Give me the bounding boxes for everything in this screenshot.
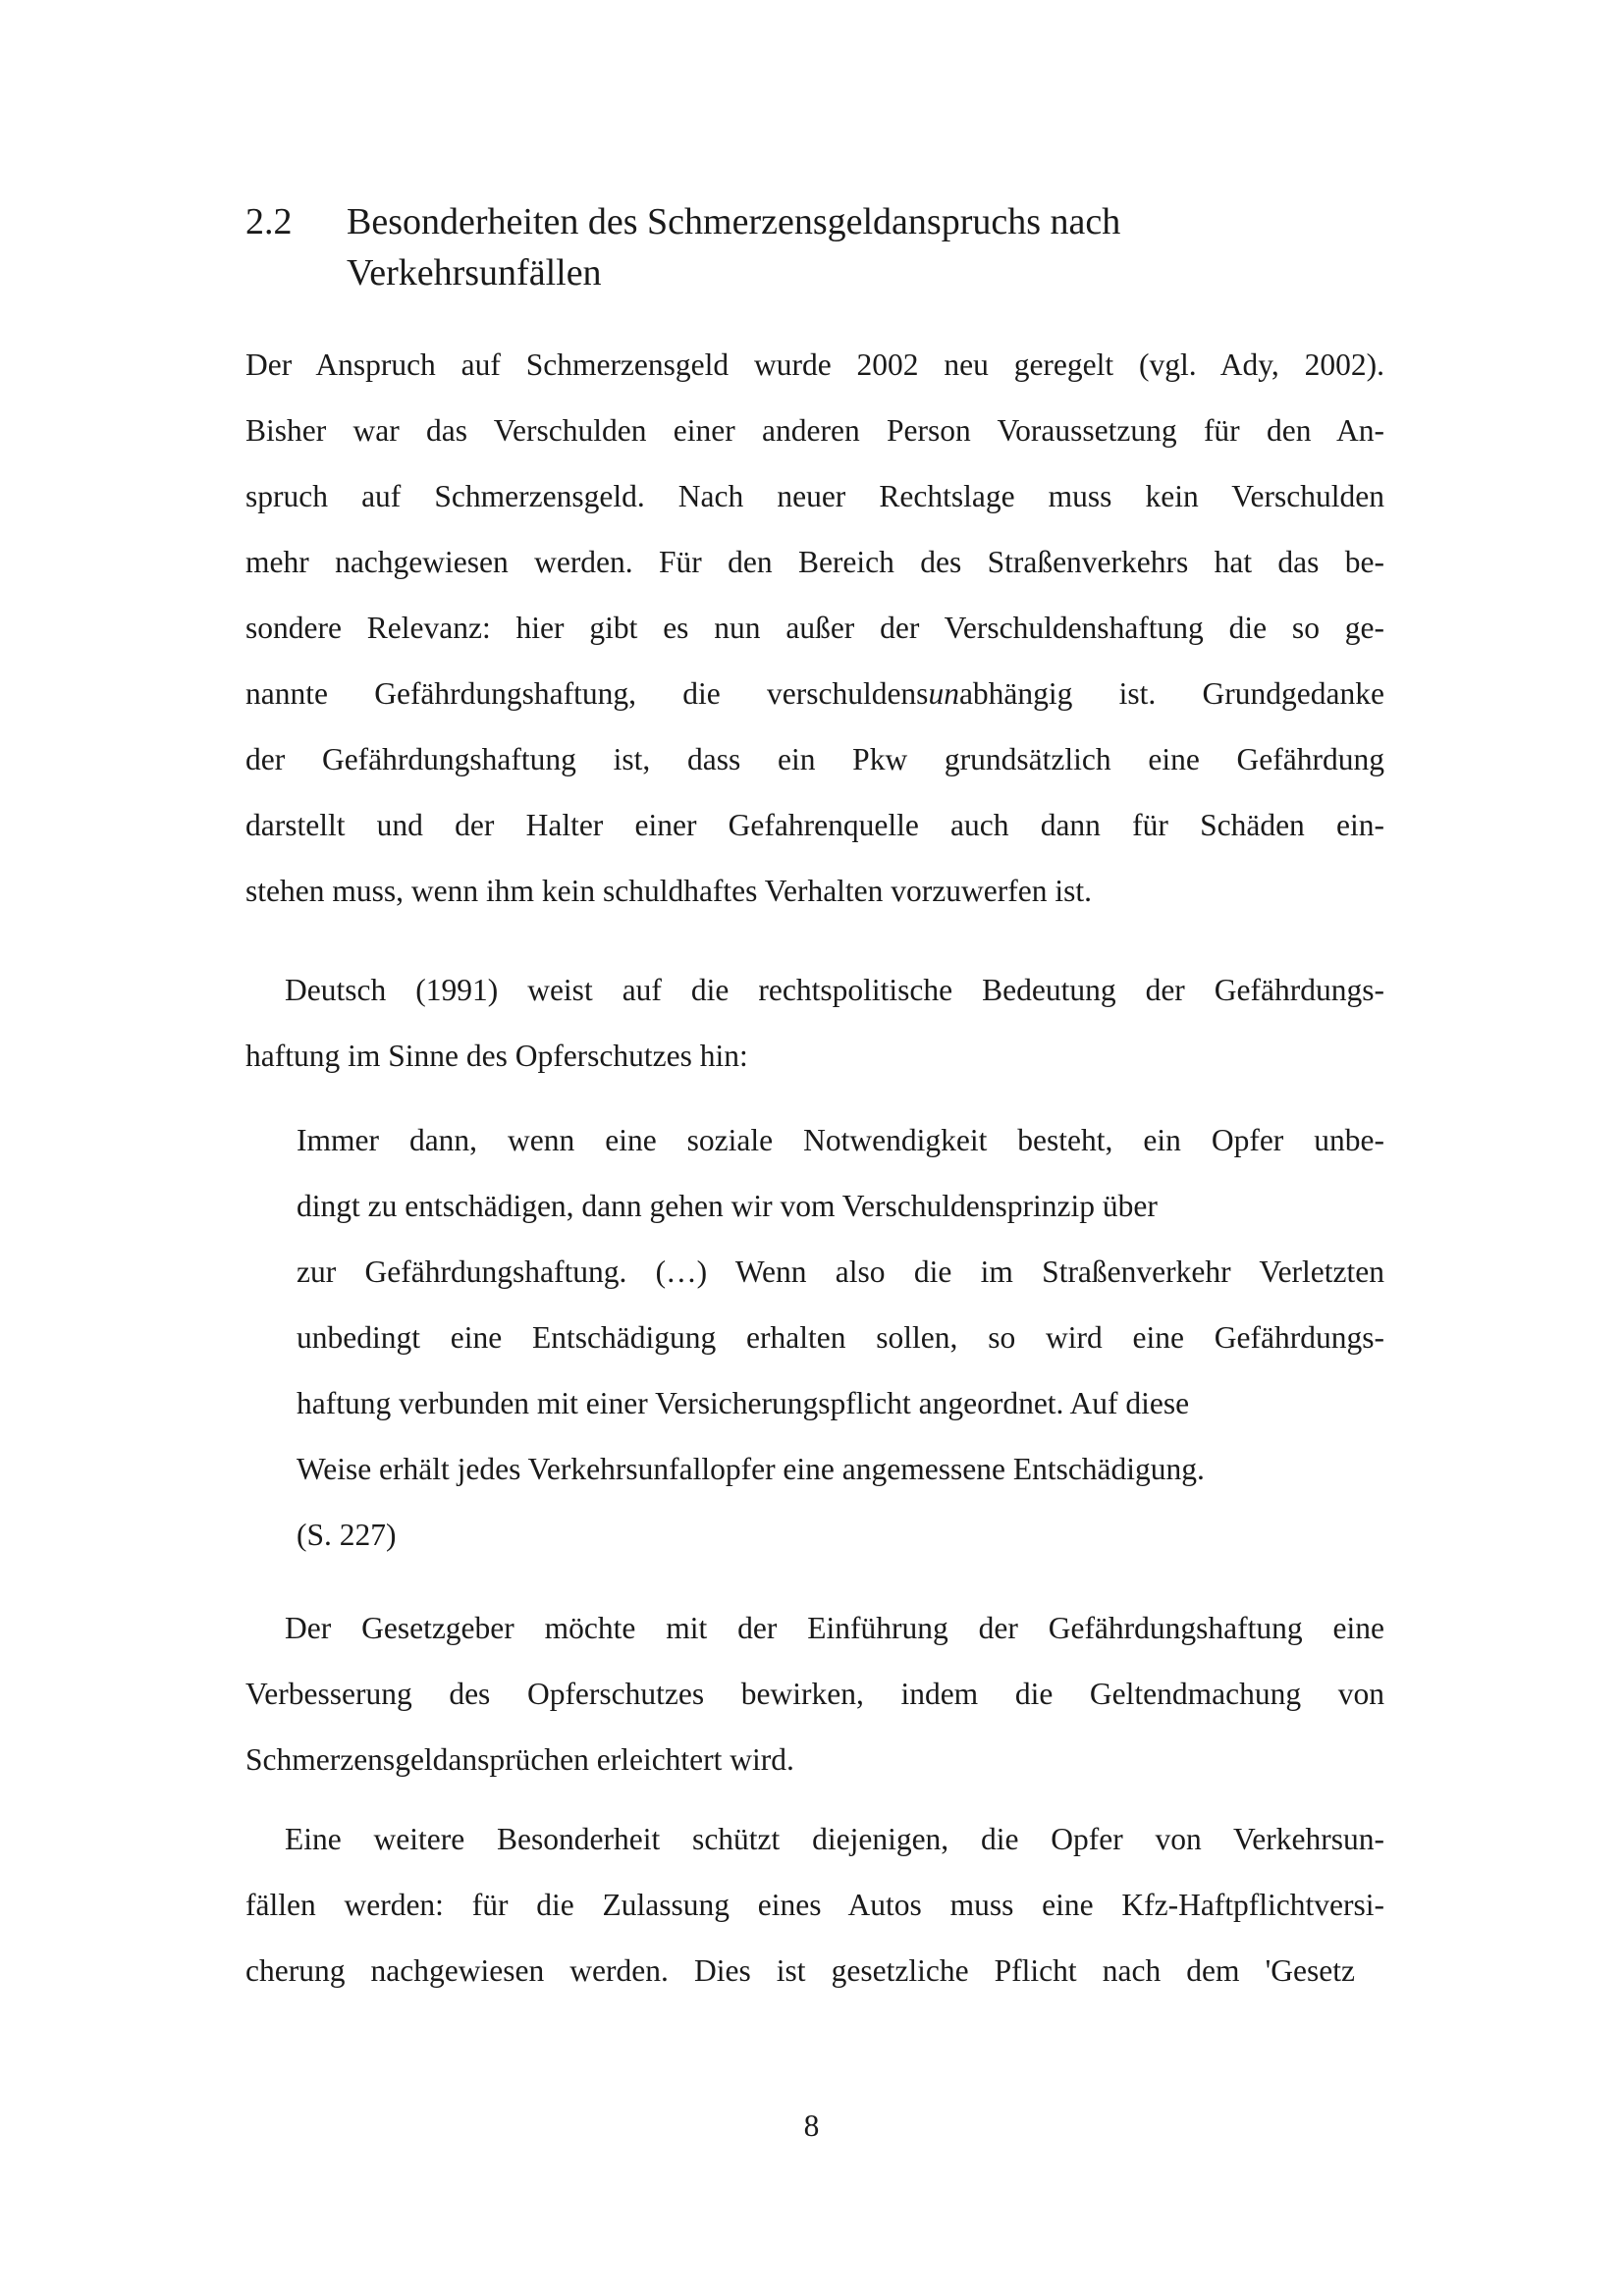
- paragraph-line: spruch auf Schmerzensgeld. Nach neuer Rechtslage muss kein Verschulden: [245, 479, 1384, 513]
- paragraph-line: stehen muss, wenn ihm kein schuldhaftes Verhalten vorzuwerfen ist.: [245, 874, 1092, 908]
- paragraph-2: [245, 957, 1384, 1089]
- paragraph-line: Deutsch (1991) weist auf die rechtspolitische Bedeutung der Gefährdungs-: [285, 973, 1384, 1007]
- quote-line: haftung verbunden mit einer Versicherungspflicht angeordnet. Auf diese: [297, 1386, 1190, 1420]
- section-number: 2.2: [245, 201, 293, 242]
- quote-citation: (S. 227): [297, 1518, 397, 1552]
- paragraph-line: sondere Relevanz: hier gibt es nun außer der Verschuldenshaftung die so ge-: [245, 611, 1384, 645]
- line-text: nannte Gefährdungshaftung, die verschuldens: [245, 676, 929, 711]
- quote-line: zur Gefährdungshaftung. (…) Wenn also die im Straßenverkehr Verletzten: [297, 1255, 1384, 1289]
- block-quote: [297, 1107, 1384, 1568]
- paragraph-line: Verbesserung des Opferschutzes bewirken, indem die Geltendmachung von: [245, 1677, 1384, 1711]
- section-title-line-1: Besonderheiten des Schmerzensgeldanspruchs nach: [347, 201, 1121, 242]
- page-number: 8: [803, 2109, 820, 2143]
- paragraph-line: haftung im Sinne des Opferschutzes hin:: [245, 1039, 748, 1073]
- section-title-line-2: Verkehrsunfällen: [347, 252, 602, 294]
- paragraph-3: [245, 1595, 1384, 1792]
- emphasis-text: un: [928, 676, 959, 711]
- quote-line: unbedingt eine Entschädigung erhalten sollen, so wird eine Gefährdungs-: [297, 1320, 1384, 1355]
- paragraph-line: Der Gesetzgeber möchte mit der Einführung der Gefährdungshaftung eine: [285, 1611, 1384, 1645]
- paragraph-line: Eine weitere Besonderheit schützt diejenigen, die Opfer von Verkehrsun-: [285, 1822, 1384, 1856]
- paragraph-line: [245, 661, 1384, 726]
- paragraph-line: der Gefährdungshaftung ist, dass ein Pkw grundsätzlich eine Gefährdung: [245, 742, 1384, 776]
- paragraph-line: Der Anspruch auf Schmerzensgeld wurde 2002 neu geregelt (vgl. Ady, 2002).: [245, 347, 1384, 382]
- section-heading: [245, 196, 1375, 298]
- paragraph-line: Schmerzensgeldansprüchen erleichtert wird.: [245, 1742, 794, 1777]
- quote-line: dingt zu entschädigen, dann gehen wir vom Verschuldensprinzip über: [297, 1189, 1158, 1223]
- paragraph-1: [245, 332, 1384, 924]
- paragraph-line: mehr nachgewiesen werden. Für den Bereich des Straßenverkehrs hat das be-: [245, 545, 1384, 579]
- quote-line: Weise erhält jedes Verkehrsunfallopfer eine angemessene Entschädigung.: [297, 1452, 1205, 1486]
- paragraph-line: cherung nachgewiesen werden. Dies ist gesetzliche Pflicht nach dem 'Gesetz: [245, 1953, 1355, 1988]
- line-text: abhängig ist. Grundgedanke: [958, 676, 1384, 711]
- paragraph-line: Bisher war das Verschulden einer anderen Person Voraussetzung für den An-: [245, 413, 1384, 448]
- paragraph-line: fällen werden: für die Zulassung eines Autos muss eine Kfz-Haftpflichtversi-: [245, 1888, 1384, 1922]
- paragraph-4: [245, 1806, 1384, 2003]
- quote-line: Immer dann, wenn eine soziale Notwendigkeit besteht, ein Opfer unbe-: [297, 1123, 1384, 1157]
- paragraph-line: darstellt und der Halter einer Gefahrenquelle auch dann für Schäden ein-: [245, 808, 1384, 842]
